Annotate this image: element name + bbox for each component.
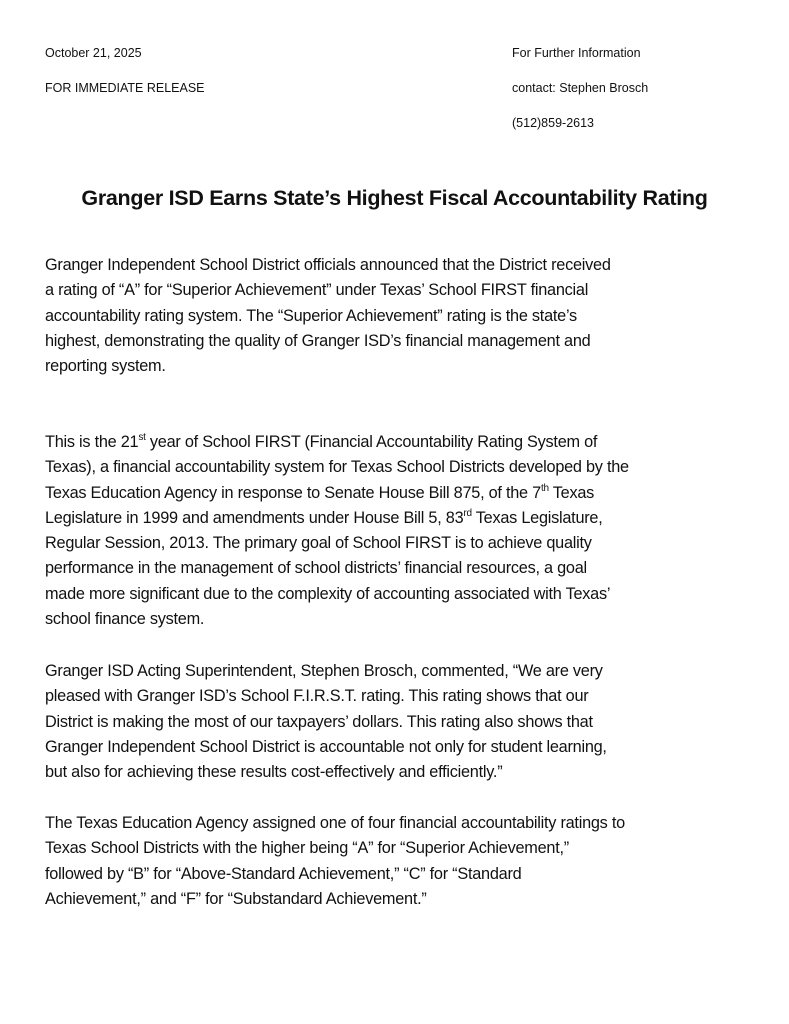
text-line: Texas), a financial accountability system for Texas School Districts developed by the [45,458,629,477]
text-line: Texas School Districts with the higher being “A” for “Superior Achievement,” [45,839,569,858]
text-line: performance in the management of school districts’ financial resources, a goal [45,559,587,578]
text-line: reporting system. [45,357,166,376]
page-title: Granger ISD Earns State’s Highest Fiscal Accountability Rating [81,186,708,210]
paragraph-announcement [45,253,611,379]
text-line [45,430,629,455]
text: year of School FIRST (Financial Accountability Rating System of [145,433,598,451]
text: Texas Legislature, [471,508,603,527]
text-line [45,506,629,531]
text-line: Regular Session, 2013. The primary goal of School FIRST is to achieve quality [45,534,592,553]
text-line: followed by “B” for “Above-Standard Achievement,” “C” for “Standard [45,864,522,883]
text-line: accountability rating system. The “Superior Achievement” rating is the state’s [45,306,577,325]
text-line [45,481,629,506]
info-label: For Further Information [512,46,641,60]
contact-phone: (512)859-2613 [512,116,595,130]
text-line: highest, demonstrating the quality of Granger ISD’s financial management and [45,331,591,350]
text: Texas Education Agency in response to Senate House Bill 875, of the 7 [45,483,541,502]
text-line: Achievement,” and “F” for “Substandard Achievement.” [45,889,427,908]
text-line: Granger ISD Acting Superintendent, Stephen Brosch, commented, “We are very [45,662,603,680]
paragraph-quote [45,659,607,785]
release-date: October 21, 2025 [45,46,142,60]
text-line: pleased with Granger ISD’s School F.I.R.S.T. rating. This rating shows that our [45,687,589,706]
text: Legislature in 1999 and amendments under House Bill 5, 83 [45,508,464,527]
superscript: rd [463,507,472,519]
text: This is the 21 [45,433,139,451]
paragraph-ratings [45,811,625,912]
text-line: a rating of “A” for “Superior Achievement” under Texas’ School FIRST financial [45,281,589,300]
text-line: Granger Independent School District officials announced that the District received [45,256,611,274]
text-line: but also for achieving these results cost-effectively and efficiently.” [45,763,503,782]
text-line: Granger Independent School District is accountable not only for student learning, [45,737,607,756]
paragraph-school-first [45,430,629,632]
superscript: st [138,432,146,443]
text: Texas [548,483,595,502]
text-line: made more significant due to the complexity of accounting associated with Texas’ [45,584,611,603]
text-line: school finance system. [45,610,205,629]
release-type: FOR IMMEDIATE RELEASE [45,81,205,95]
contact-name: contact: Stephen Brosch [512,81,649,95]
text-line: District is making the most of our taxpayers’ dollars. This rating also shows that [45,712,593,731]
superscript: th [540,482,549,494]
text-line: The Texas Education Agency assigned one of four financial accountability ratings to [45,814,625,832]
